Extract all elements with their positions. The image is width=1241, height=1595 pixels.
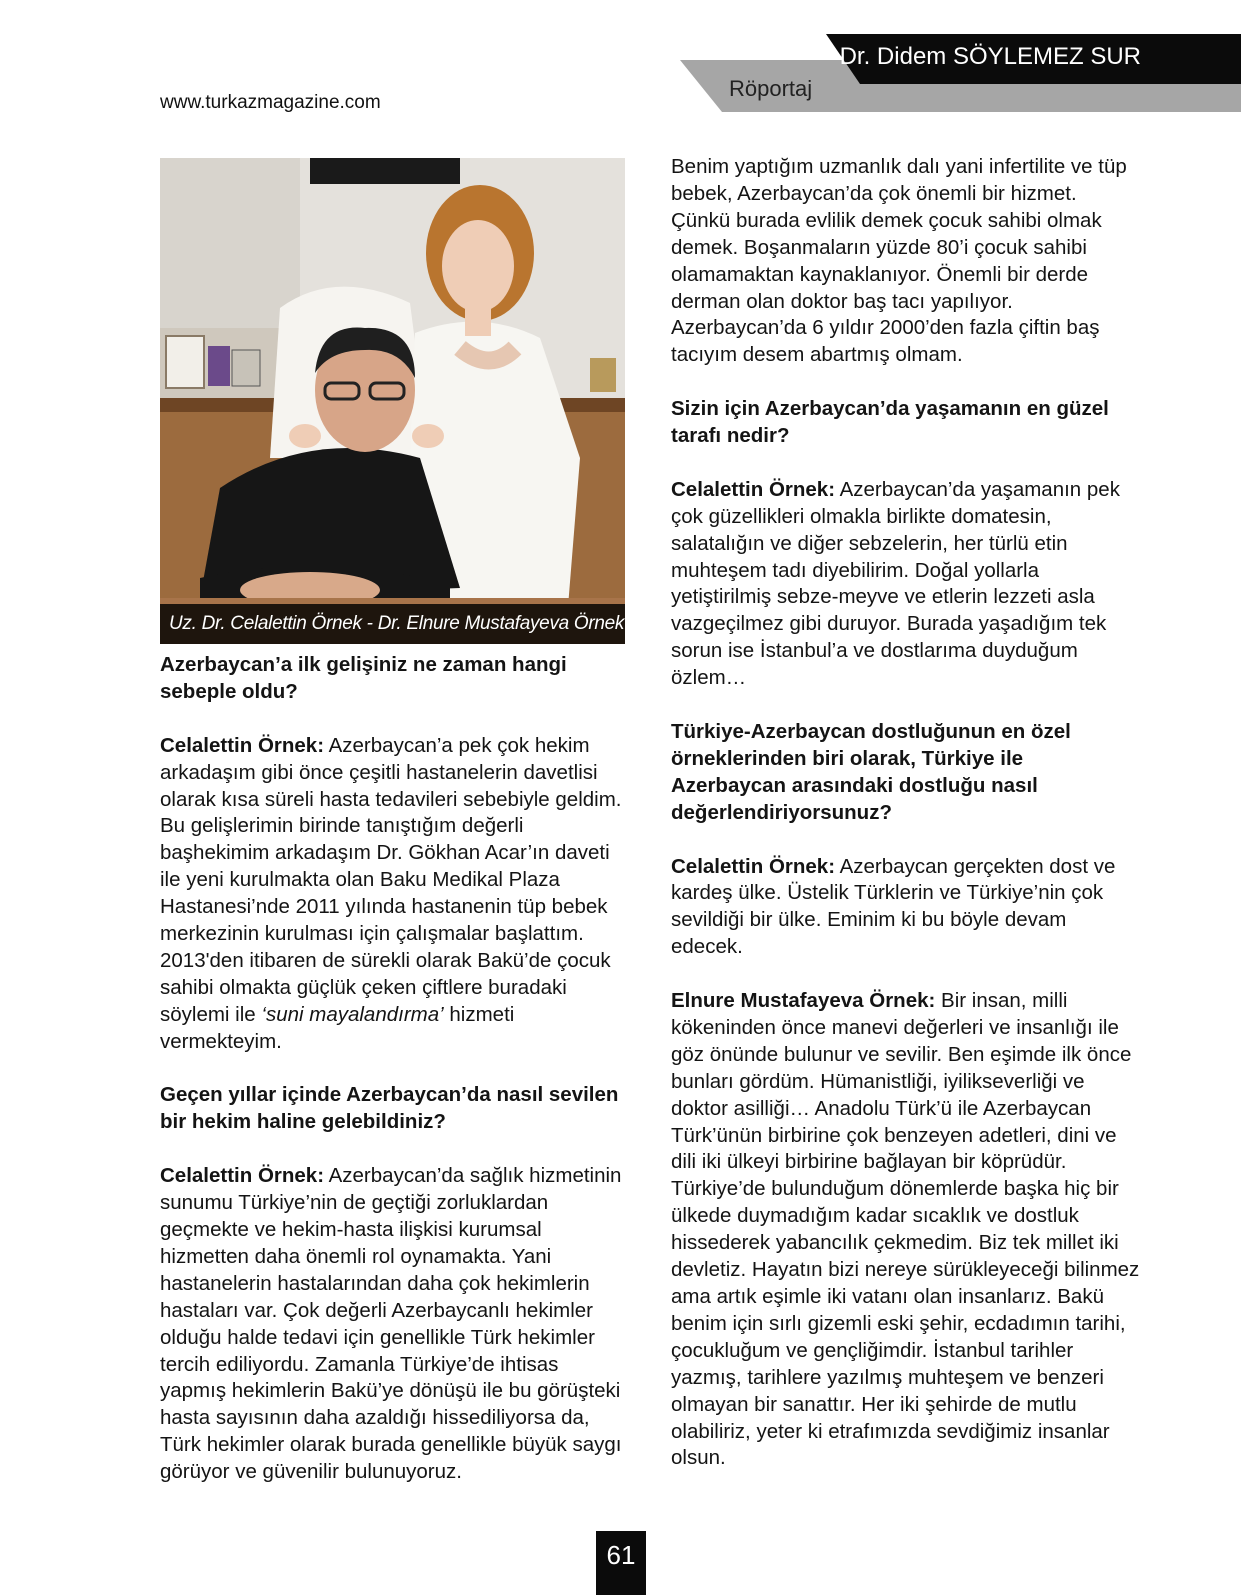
photo-illustration	[160, 158, 625, 644]
section-label: Röportaj	[729, 76, 813, 101]
website-url: www.turkazmagazine.com	[160, 92, 381, 113]
answer-2	[160, 1163, 628, 1486]
answer-text: Bir insan, milli kökeninden önce manevi değerleri ve insanlığı ile göz önünde bulunur ve sevilir. Ben eşimde ilk önce bunları gördüm. Hümanistliği, iyilikseverliği ve doktor asilliği… Anadolu Türk’ü ile Azerbaycan Türk’ünün birbirine çok benzeyen adetleri, dini ve dili iki ülkeyi birbirine bağlayan bir köprüdür. Türkiye’de bulunduğum dönemlerde başka hiç bir ülkede duymadığım kadar sıcaklık ve dostluk hissederek yabancılık çekmedim. Biz tek millet iki devletiz. Hayatın bizi nereye sürükleyeceği bilinmez ama artık eşimle iki vatanı olan insanlarız. Bakü benim için sırlı gizemli eski şehir, ecdadımın tarihi, çocukluğum ve gençliğimdir. İstanbul tarihler yazmış, tarihlere yazılmış muhteşem ve benzeri olmayan bir sanattır. Her iki şehirde de mutlu olabiliriz, yeter ki etrafımızda sevdiğimiz insanlar olsun.	[671, 989, 1140, 1470]
interview-photo	[160, 158, 625, 644]
photo-caption: Uz. Dr. Celalettin Örnek - Dr. Elnure Mustafayeva Örnek	[160, 604, 625, 644]
answer-text: Azerbaycan’da sağlık hizmetinin sunumu Türkiye’nin de geçtiği zorluklardan geçmekte ve hekim-hasta ilişkisi kurumsal hizmetten daha önemli rol oynamakta. Yani hastanelerin hastalarından daha çok hekimlerin hastaları var. Çok değerli Azerbaycanlı hekimler olduğu halde tedavi için genellikle Türk hekimler tercih ediliyordu. Zamanla Türkiye’de ihtisas yapmış hekimlerin Bakü’ye dönüşü ile bu görüşteki hasta sayısının daha azaldığı hissediliyorsa da, Türk hekimler olarak burada genellikle büyük saygı görüyor ve güvenilir bulunuyoruz.	[160, 1164, 622, 1484]
answer-text: Azerbaycan’da yaşamanın pek çok güzellikleri olmakla birlikte domatesin, salatalığın ve diğer sebzelerin, her türlü etin muhteşem tadı diyebilirim. Doğal yollarla yetiştirilmiş sebze-meyve ve etlerin lezzeti asla vazgeçilmez gibi duruyor. Burada yaşadığım tek sorun ise İstanbul’a ve dostlarıma duyduğum özlem…	[671, 477, 1120, 690]
answer-2-continued: Benim yaptığım uzmanlık dalı yani infertilite ve tüp bebek, Azerbaycan’da çok önemli bir hizmet. Çünkü burada evlilik demek çocuk sahibi olmak demek. Boşanmaların yüzde 80’i çocuk sahibi olamamaktan kaynaklanıyor. Önemli bir derde derman olan doktor baş tacı yapılıyor. Azerbaycan’da 6 yıldır 2000’den fazla çiftin baş tacıyım desem abartmış olmam.	[671, 155, 1127, 367]
question-3: Sizin için Azerbaycan’da yaşamanın en güzel tarafı nedir?	[671, 397, 1109, 448]
right-column	[671, 154, 1141, 1472]
speaker-label: Celalettin Örnek:	[671, 477, 836, 501]
answer-3	[671, 477, 1141, 692]
question-2: Geçen yıllar içinde Azerbaycan’da nasıl sevilen bir hekim haline gelebildiniz?	[160, 1083, 619, 1134]
speaker-label: Elnure Mustafayeva Örnek:	[671, 989, 936, 1013]
speaker-label: Celalettin Örnek:	[671, 854, 836, 878]
answer-5	[671, 988, 1141, 1472]
speaker-label: Celalettin Örnek:	[160, 1164, 325, 1188]
question-4: Türkiye-Azerbaycan dostluğunun en özel örneklerinden biri olarak, Türkiye ile Azerbaycan arasındaki dostluğu nasıl değerlendiriyorsunuz?	[671, 719, 1071, 824]
answer-text: Azerbaycan’a pek çok hekim arkadaşım gibi önce çeşitli hastanelerin davetlisi olarak kısa süreli hasta tedavileri sebebiyle geldim. Bu gelişlerimin birinde tanıştığım değerli başhekimim arkadaşım Dr. Gökhan Acar’ın daveti ile yeni kurulmakta olan Baku Medikal Plaza Hastanesi’nde 2011 yılında hastanenin tüp bebek merkezinin kurulması için çalışmalar başlattım. 2013'den itibaren de sürekli olarak Bakü’de çocuk sahibi olmakta güçlük çeken çiftlere buradaki söylemi ile	[160, 733, 622, 1026]
answer-4	[671, 854, 1141, 962]
question-1: Azerbaycan’a ilk gelişiniz ne zaman hangi sebeple oldu?	[160, 653, 567, 703]
answer-italic-term: ‘suni mayalandırma’	[261, 1002, 444, 1026]
speaker-label: Celalettin Örnek:	[160, 733, 325, 757]
author-name: Dr. Didem SÖYLEMEZ SUR	[839, 43, 1141, 70]
answer-text: Azerbaycan gerçekten dost ve kardeş ülke. Üstelik Türklerin ve Türkiye’nin çok sevildiği bir ülke. Eminim ki bu böyle devam edecek.	[671, 854, 1116, 959]
answer-1	[160, 733, 628, 1056]
answer-text-tail: hizmeti vermekteyim.	[160, 1002, 515, 1053]
page-number: 61	[596, 1531, 646, 1595]
left-column	[160, 652, 628, 1486]
